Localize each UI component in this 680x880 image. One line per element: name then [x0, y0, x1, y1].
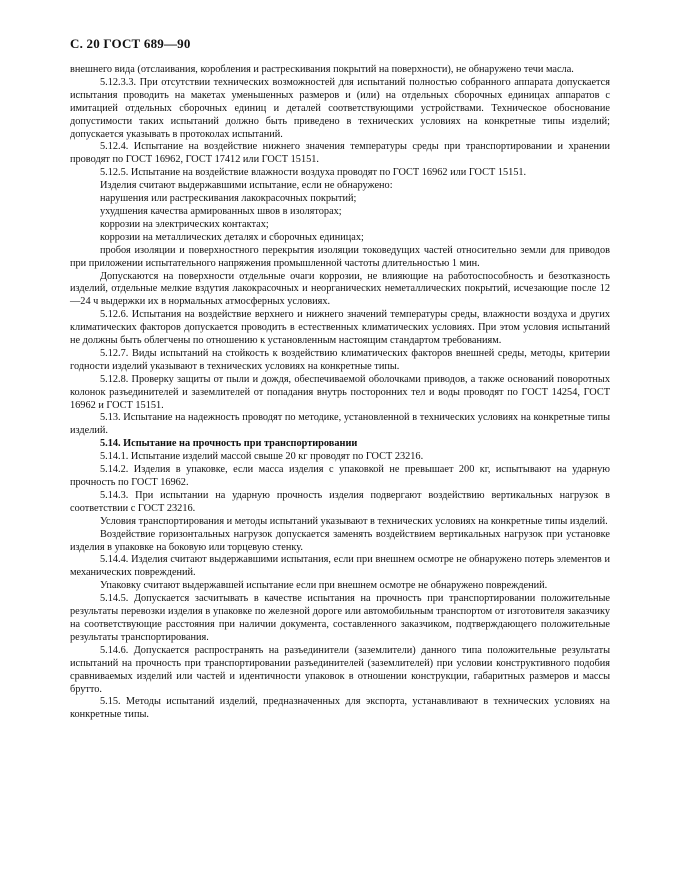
page-header: С. 20 ГОСТ 689—90	[70, 36, 191, 51]
paragraph: 5.12.6. Испытания на воздействие верхнего и нижнего значений температуры среды, влажности воздуха и других климатических факторов допускается проводить в естественных климатических условиях. При этом условия испытаний не должны быть облегчены по отношению к установленным настоящим стандартом требованиям.	[70, 309, 610, 347]
paragraph: 5.12.3.3. При отсутствии технических возможностей для испытаний полностью собранного аппарата допускается испытания проводить на макетах уменьшенных размеров и (или) на отдельных сборочных единицах аппаратов с имитацией отдельных сборочных единиц и деталей соответствующими устройствами. Техническое обоснование допустимости таких испытаний должно быть приведено в технических условиях на конкретные типы изделий; допускается указывать в протоколах испытаний.	[70, 76, 610, 140]
section-heading: 5.14. Испытание на прочность при транспортировании	[100, 438, 358, 450]
paragraph: Изделия считают выдержавшими испытание, если не обнаружено:	[100, 180, 393, 192]
paragraph: 5.14.5. Допускается засчитывать в качестве испытания на прочность при транспортировании положительные результаты перевозки изделия в упаковке по железной дороге или автомобильным транспортом от изготовителя заказчику на соответствующие расстояния при наличии документа, составленного заказчиком, подтверждающего положительные результаты транспортирования.	[70, 593, 610, 643]
list-item: нарушения или растрескивания лакокрасочных покрытий;	[100, 193, 357, 205]
list-item: ухудшения качества армированных швов в изоляторах;	[100, 205, 342, 217]
paragraph: пробоя изоляции и поверхностного перекрытия изоляции токоведущих частей относительно земли для приводов при приложении испытательного напряжения промышленной частоты длительностью 1 мин.	[70, 244, 610, 269]
paragraph: 5.14.6. Допускается распространять на разъединители (заземлители) данного типа положительные результаты испытаний на прочность при транспортировании разъединителей (заземлителей) при условии конструктивного подобия сравниваемых изделий или частей и идентичности упаковок в отношении конструкции, габаритных размеров и массы брутто.	[70, 644, 610, 695]
paragraph: 5.12.5. Испытание на воздействие влажности воздуха проводят по ГОСТ 16962 или ГОСТ 15151.	[100, 167, 527, 179]
paragraph: внешнего вида (отслаивания, коробления и растрескивания покрытий на поверхности), не обнаружено течи масла.	[70, 64, 574, 75]
document-body	[70, 64, 610, 722]
paragraph: 5.12.4. Испытание на воздействие нижнего значения температуры среды при транспортировании и хранении проводят по ГОСТ 16962, ГОСТ 17412 или ГОСТ 15151.	[70, 141, 610, 166]
list-item: коррозии на электрических контактах;	[100, 218, 269, 230]
paragraph: 5.14.3. При испытании на ударную прочность изделия подвергают воздействию вертикальных нагрузок в соответствии с ГОСТ 23216.	[70, 489, 610, 514]
paragraph: 5.15. Методы испытаний изделий, предназначенных для экспорта, устанавливают в технических условиях на конкретные типы.	[70, 696, 610, 721]
paragraph: Условия транспортирования и методы испытаний указывают в технических условиях на конкретные типы изделий.	[100, 515, 608, 527]
paragraph: 5.12.7. Виды испытаний на стойкость к воздействию климатических факторов внешней среды, методы, критерии годности изделий указывают в технических условиях на конкретные типы.	[70, 347, 610, 372]
paragraph: 5.14.2. Изделия в упаковке, если масса изделия с упаковкой не превышает 200 кг, испытывают на ударную прочность по ГОСТ 16962.	[70, 464, 610, 488]
paragraph: 5.14.1. Испытание изделий массой свыше 20 кг проводят по ГОСТ 23216.	[100, 451, 424, 463]
paragraph: Допускаются на поверхности отдельные очаги коррозии, не влияющие на работоспособность и безотказность изделий, отдельные мелкие вздутия лакокрасочных и неорганических неметаллических покрытий, исчезающие после 12—24 ч выдержки их в нормальных атмосферных условиях.	[70, 270, 610, 308]
paragraph: Воздействие горизонтальных нагрузок допускается заменять воздействием вертикальных нагрузок при установке изделия в упаковке на боковую или торцевую стенку.	[70, 528, 610, 553]
paragraph: Упаковку считают выдержавшей испытание если при внешнем осмотре не обнаружено повреждений.	[100, 580, 548, 592]
paragraph: 5.14.4. Изделия считают выдержавшими испытания, если при внешнем осмотре не обнаружено потерь элементов и механических повреждений.	[70, 554, 610, 579]
paragraph: 5.12.8. Проверку защиты от пыли и дождя, обеспечиваемой оболочками приводов, а также оснований поворотных колонок разъединителей и заземлителей от попадания внутрь посторонних тел и воды проводят по ГОСТ 14254, ГОСТ 16962 и ГОСТ 15151.	[70, 373, 610, 411]
paragraph: 5.13. Испытание на надежность проводят по методике, установленной в технических условиях на конкретные типы изделий.	[70, 412, 610, 437]
list-item: коррозии на металлических деталях и сборочных единицах;	[100, 231, 364, 243]
